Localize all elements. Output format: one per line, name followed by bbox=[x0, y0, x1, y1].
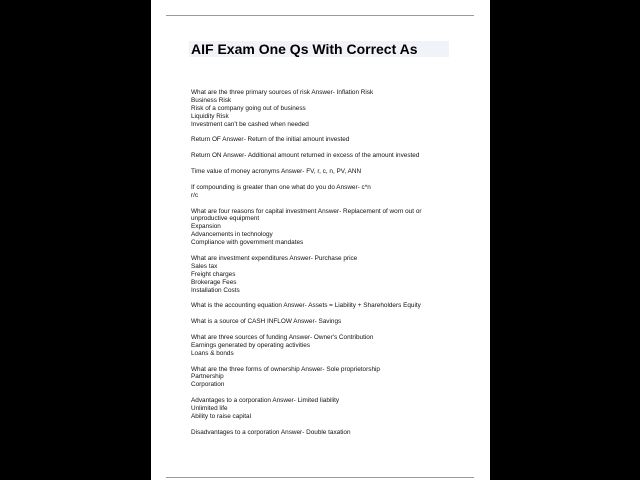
answer-line: Earnings generated by operating activities bbox=[191, 341, 311, 349]
qa-item bbox=[191, 208, 449, 248]
answer-line: Partnership bbox=[191, 373, 224, 381]
qa-item bbox=[191, 334, 449, 358]
qa-item bbox=[191, 89, 449, 129]
question-line: What are the three forms of ownership Answer- Sole proprietorship bbox=[191, 365, 380, 373]
answer-line: Business Risk bbox=[191, 96, 232, 104]
question-line: What are investment expenditures Answer- Purchase price bbox=[191, 254, 358, 262]
answer-line: Brokerage Fees bbox=[191, 278, 237, 286]
question-line: Advantages to a corporation Answer- Limited liability bbox=[191, 397, 340, 405]
footer-rule bbox=[166, 477, 474, 478]
qa-item bbox=[191, 302, 449, 310]
qa-item bbox=[191, 184, 449, 200]
question-line: Return OF Answer- Return of the initial amount invested bbox=[191, 136, 350, 144]
answer-line: Installation Costs bbox=[191, 286, 240, 294]
qa-item bbox=[191, 255, 449, 295]
answer-line: Unlimited life bbox=[191, 405, 228, 413]
answer-line: Advancements in technology bbox=[191, 231, 273, 239]
answer-line: Investment can't be cashed when needed bbox=[191, 120, 309, 128]
question-line: Disadvantages to a corporation Answer- Double taxation bbox=[191, 428, 351, 436]
answer-line: Corporation bbox=[191, 381, 225, 389]
question-line: What is the accounting equation Answer- Assets = Liability + Shareholders Equity bbox=[191, 302, 421, 310]
qa-item bbox=[191, 429, 449, 437]
qa-item bbox=[191, 366, 449, 390]
qa-item bbox=[191, 152, 449, 160]
question-line: If compounding is greater than one what do you do Answer- c*n bbox=[191, 183, 371, 191]
question-line: What is a source of CASH INFLOW Answer- Savings bbox=[191, 318, 342, 326]
question-line: Return ON Answer- Additional amount returned in excess of the amount invested bbox=[191, 152, 420, 160]
answer-line: Compliance with government mandates bbox=[191, 239, 304, 247]
document-page bbox=[151, 0, 490, 480]
answer-line: Loans & bonds bbox=[191, 349, 234, 357]
answer-line: Sales tax bbox=[191, 262, 218, 270]
question-line: Time value of money acronyms Answer- FV, r, c, n, PV, ANN bbox=[191, 168, 362, 176]
qa-item bbox=[191, 318, 449, 326]
answer-line: Freight charges bbox=[191, 270, 236, 278]
answer-line: Expansion bbox=[191, 223, 221, 231]
answer-line: unproductive equipment bbox=[191, 215, 260, 223]
answer-line: Liquidity Risk bbox=[191, 112, 229, 120]
header-rule bbox=[166, 15, 474, 16]
answer-line: Ability to raise capital bbox=[191, 412, 252, 420]
question-line: What are three sources of funding Answer- Owner's Contribution bbox=[191, 333, 374, 341]
qa-item bbox=[191, 136, 449, 144]
question-line: What are the three primary sources of risk Answer- Inflation Risk bbox=[191, 89, 374, 96]
answer-line: r/c bbox=[191, 191, 199, 199]
document-title: AIF Exam One Qs With Correct As bbox=[191, 41, 418, 57]
document-body bbox=[191, 89, 449, 445]
qa-item bbox=[191, 397, 449, 421]
question-line: What are four reasons for capital investment Answer- Replacement of worn out or bbox=[191, 207, 422, 215]
qa-item bbox=[191, 168, 449, 176]
answer-line: Risk of a company going out of business bbox=[191, 104, 306, 112]
